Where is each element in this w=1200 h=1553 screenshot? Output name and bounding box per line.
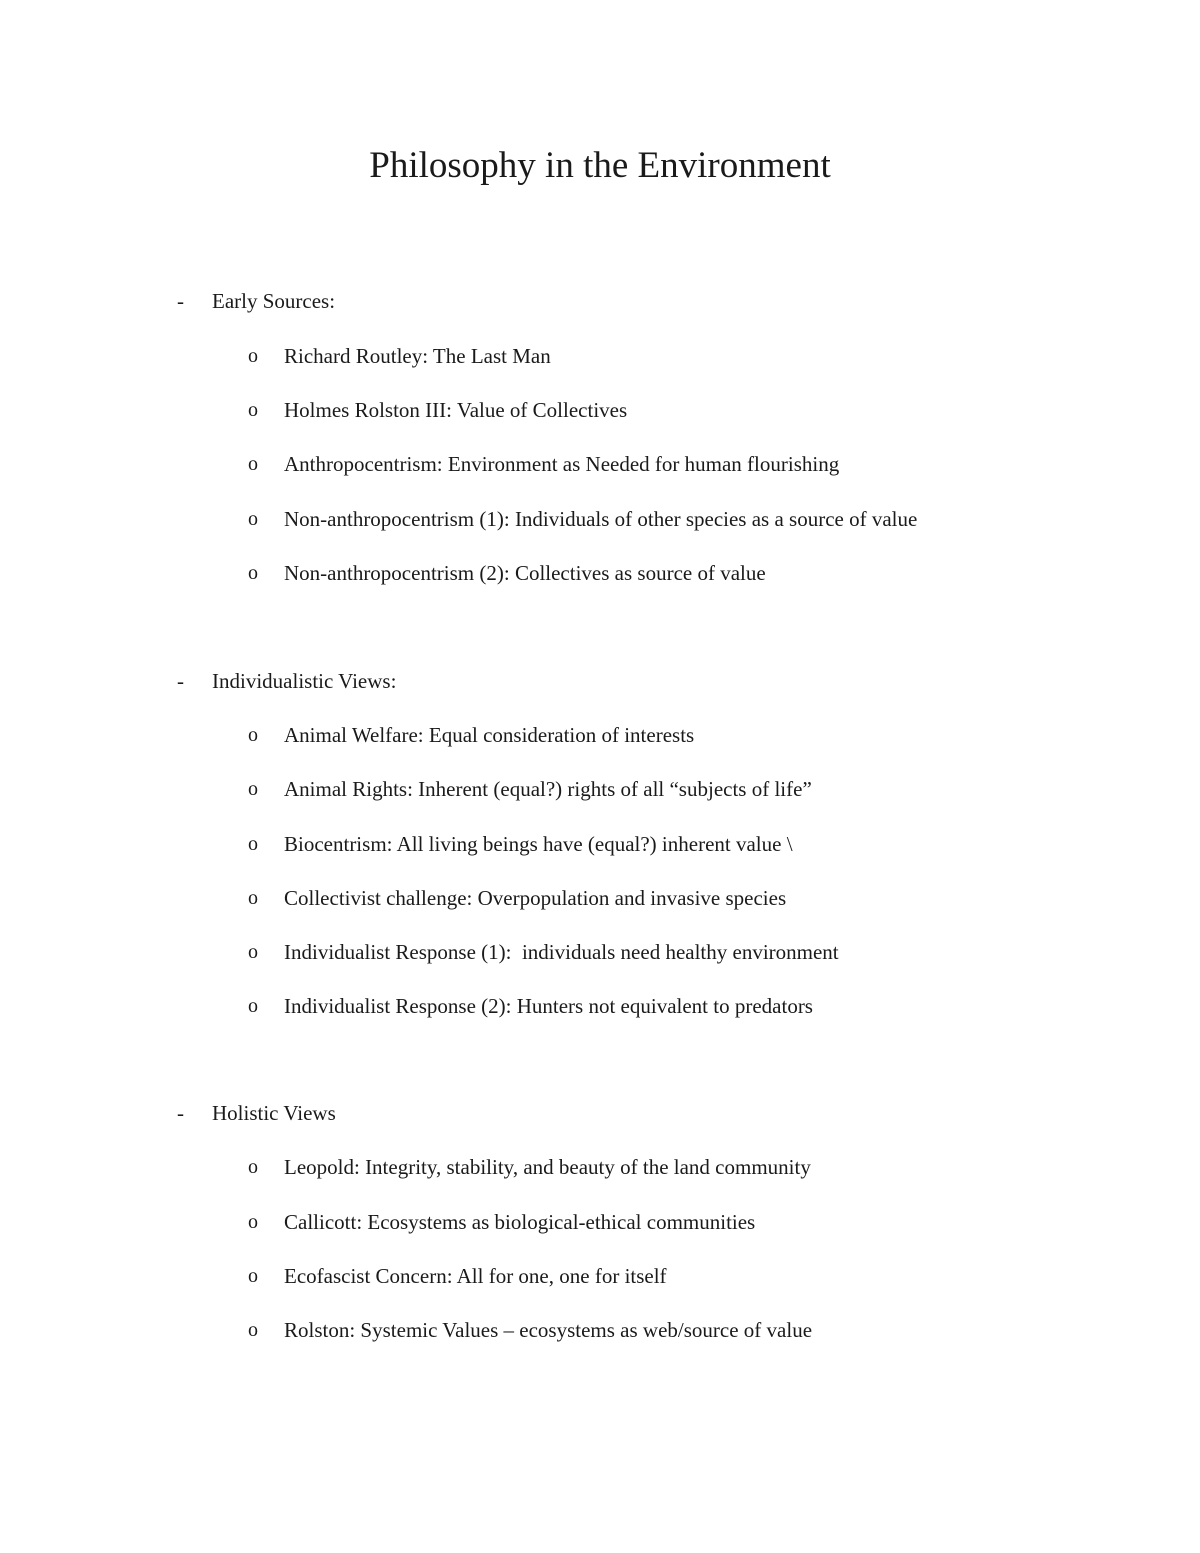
list-item bbox=[0, 504, 1200, 534]
list-item-text: Biocentrism: All living beings have (equal?) inherent value \ bbox=[284, 832, 793, 856]
list-item-text: Non-anthropocentrism (1): Individuals of other species as a source of value bbox=[284, 507, 918, 531]
list-item bbox=[0, 937, 1200, 967]
section-heading-row bbox=[0, 1098, 1200, 1128]
list-item bbox=[0, 341, 1200, 371]
circle-bullet: o bbox=[248, 1156, 258, 1178]
list-item bbox=[0, 829, 1200, 859]
list-item-text: Animal Welfare: Equal consideration of interests bbox=[284, 723, 695, 747]
circle-bullet: o bbox=[248, 941, 258, 963]
circle-bullet: o bbox=[248, 345, 258, 367]
section-heading: Holistic Views bbox=[212, 1101, 336, 1125]
list-item-text: Callicott: Ecosystems as biological-ethical communities bbox=[284, 1210, 756, 1234]
list-item bbox=[0, 1207, 1200, 1237]
section-heading-row bbox=[0, 286, 1200, 316]
list-item bbox=[0, 1315, 1200, 1345]
circle-bullet: o bbox=[248, 1265, 258, 1287]
circle-bullet: o bbox=[248, 562, 258, 584]
circle-bullet: o bbox=[248, 1319, 258, 1341]
circle-bullet: o bbox=[248, 453, 258, 475]
list-item-text: Leopold: Integrity, stability, and beauty of the land community bbox=[284, 1155, 811, 1179]
dash-bullet: - bbox=[177, 1101, 184, 1125]
circle-bullet: o bbox=[248, 1211, 258, 1233]
circle-bullet: o bbox=[248, 724, 258, 746]
list-item-text: Individualist Response (1): individuals need healthy environment bbox=[284, 940, 839, 964]
list-item-text: Rolston: Systemic Values – ecosystems as web/source of value bbox=[284, 1318, 813, 1342]
dash-bullet: - bbox=[177, 289, 184, 313]
list-item bbox=[0, 558, 1200, 588]
circle-bullet: o bbox=[248, 778, 258, 800]
circle-bullet: o bbox=[248, 399, 258, 421]
list-item bbox=[0, 991, 1200, 1021]
list-item bbox=[0, 1152, 1200, 1182]
dash-bullet: - bbox=[177, 669, 184, 693]
list-item-text: Ecofascist Concern: All for one, one for itself bbox=[284, 1264, 667, 1288]
list-item-text: Anthropocentrism: Environment as Needed for human flourishing bbox=[284, 452, 840, 476]
list-item bbox=[0, 1261, 1200, 1291]
section-heading-row bbox=[0, 666, 1200, 696]
list-item bbox=[0, 449, 1200, 479]
list-item-text: Richard Routley: The Last Man bbox=[284, 344, 551, 368]
circle-bullet: o bbox=[248, 833, 258, 855]
section-heading: Individualistic Views: bbox=[212, 669, 397, 693]
circle-bullet: o bbox=[248, 887, 258, 909]
list-item bbox=[0, 774, 1200, 804]
circle-bullet: o bbox=[248, 995, 258, 1017]
circle-bullet: o bbox=[248, 508, 258, 530]
list-item bbox=[0, 395, 1200, 425]
list-item-text: Animal Rights: Inherent (equal?) rights of all “subjects of life” bbox=[284, 777, 812, 801]
section-heading: Early Sources: bbox=[212, 289, 336, 313]
list-item-text: Non-anthropocentrism (2): Collectives as source of value bbox=[284, 561, 766, 585]
list-item bbox=[0, 883, 1200, 913]
list-item-text: Individualist Response (2): Hunters not equivalent to predators bbox=[284, 994, 813, 1018]
list-item bbox=[0, 720, 1200, 750]
list-item-text: Collectivist challenge: Overpopulation and invasive species bbox=[284, 886, 787, 910]
page-title: Philosophy in the Environment bbox=[369, 145, 831, 186]
list-item-text: Holmes Rolston III: Value of Collectives bbox=[284, 398, 628, 422]
